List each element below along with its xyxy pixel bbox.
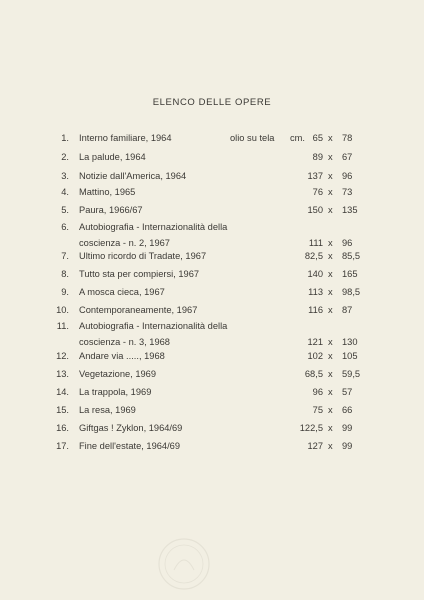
work-title: Paura, 1966/67: [79, 205, 143, 215]
work-number: 13.: [56, 369, 69, 379]
dimension-separator: x: [328, 405, 333, 415]
work-number: 14.: [56, 387, 69, 397]
work-number: 8.: [61, 269, 69, 279]
work-width: 75: [312, 405, 323, 415]
work-title: La palude, 1964: [79, 152, 146, 162]
work-height: 57: [342, 387, 353, 397]
work-title-continued: coscienza - n. 3, 1968: [79, 337, 170, 347]
work-number: 17.: [56, 441, 69, 451]
work-height: 59,5: [342, 369, 361, 379]
work-number: 3.: [61, 171, 69, 181]
work-width: 89: [312, 152, 323, 162]
work-width: 68,5: [304, 369, 323, 379]
work-height: 165: [342, 269, 358, 279]
work-title: Tutto sta per compiersi, 1967: [79, 269, 200, 279]
dimension-separator: x: [328, 387, 333, 397]
dimension-separator: x: [328, 205, 333, 215]
work-width: 65: [312, 133, 323, 143]
work-number: 16.: [56, 423, 69, 433]
dimension-separator: x: [328, 423, 333, 433]
work-title: Notizie dall'America, 1964: [79, 171, 187, 181]
work-width: 113: [308, 287, 323, 297]
work-width: 82,5: [304, 251, 323, 261]
work-title: Fine dell'estate, 1964/69: [79, 441, 181, 451]
dimension-separator: x: [328, 251, 333, 261]
work-title: Andare via ....., 1968: [79, 351, 165, 361]
work-title-continued: coscienza - n. 2, 1967: [79, 238, 170, 248]
work-height: 130: [342, 337, 358, 347]
work-number: 9.: [61, 287, 69, 297]
embossed-stamp-icon: [156, 536, 212, 592]
work-width: 137: [307, 171, 323, 181]
work-height: 87: [342, 305, 353, 315]
work-height: 105: [342, 351, 358, 361]
work-width: 127: [307, 441, 323, 451]
dimension-separator: x: [328, 287, 333, 297]
work-title: Giftgas ! Zyklon, 1964/69: [79, 423, 183, 433]
work-height: 99: [342, 423, 353, 433]
dimension-separator: x: [328, 238, 333, 248]
work-technique: olio su tela: [230, 133, 275, 143]
work-number: 5.: [61, 205, 69, 215]
work-number: 1.: [61, 133, 69, 143]
work-number: 7.: [61, 251, 69, 261]
dimension-separator: x: [328, 441, 333, 451]
work-title: Mattino, 1965: [79, 187, 136, 197]
dimension-separator: x: [328, 369, 333, 379]
work-height: 98,5: [342, 287, 361, 297]
work-title: Autobiografia - Internazionalità della: [79, 222, 228, 232]
work-width: 76: [312, 187, 323, 197]
dimension-separator: x: [328, 351, 333, 361]
work-height: 96: [342, 171, 353, 181]
work-number: 12.: [56, 351, 69, 361]
work-title: Vegetazione, 1969: [79, 369, 157, 379]
work-width: 111: [308, 238, 323, 248]
work-width: 140: [307, 269, 323, 279]
dimension-separator: x: [328, 269, 333, 279]
work-width: 150: [307, 205, 323, 215]
work-height: 99: [342, 441, 353, 451]
dimension-unit: cm.: [290, 133, 305, 143]
work-number: 2.: [61, 152, 69, 162]
work-height: 73: [342, 187, 353, 197]
dimension-separator: x: [328, 305, 333, 315]
work-title: La trappola, 1969: [79, 387, 152, 397]
work-height: 66: [342, 405, 353, 415]
work-title: Autobiografia - Internazionalità della: [79, 321, 228, 331]
dimension-separator: x: [328, 133, 333, 143]
work-title: Ultimo ricordo di Tradate, 1967: [79, 251, 207, 261]
work-height: 85,5: [342, 251, 361, 261]
dimension-separator: x: [328, 171, 333, 181]
work-number: 4.: [61, 187, 69, 197]
work-width: 116: [308, 305, 323, 315]
dimension-separator: x: [328, 152, 333, 162]
work-height: 96: [342, 238, 353, 248]
work-title: A mosca cieca, 1967: [79, 287, 165, 297]
work-width: 122,5: [299, 423, 323, 433]
work-title: Interno familiare, 1964: [79, 133, 172, 143]
work-height: 135: [342, 205, 358, 215]
work-number: 11.: [56, 321, 69, 331]
work-number: 10.: [56, 305, 69, 315]
work-width: 102: [307, 351, 323, 361]
work-height: 67: [342, 152, 353, 162]
work-width: 96: [312, 387, 323, 397]
work-width: 121: [307, 337, 323, 347]
work-height: 78: [342, 133, 353, 143]
page-title: ELENCO DELLE OPERE: [152, 97, 272, 108]
work-number: 15.: [56, 405, 69, 415]
dimension-separator: x: [328, 187, 333, 197]
work-title: La resa, 1969: [79, 405, 136, 415]
work-number: 6.: [61, 222, 69, 232]
dimension-separator: x: [328, 337, 333, 347]
work-title: Contemporaneamente, 1967: [79, 305, 198, 315]
